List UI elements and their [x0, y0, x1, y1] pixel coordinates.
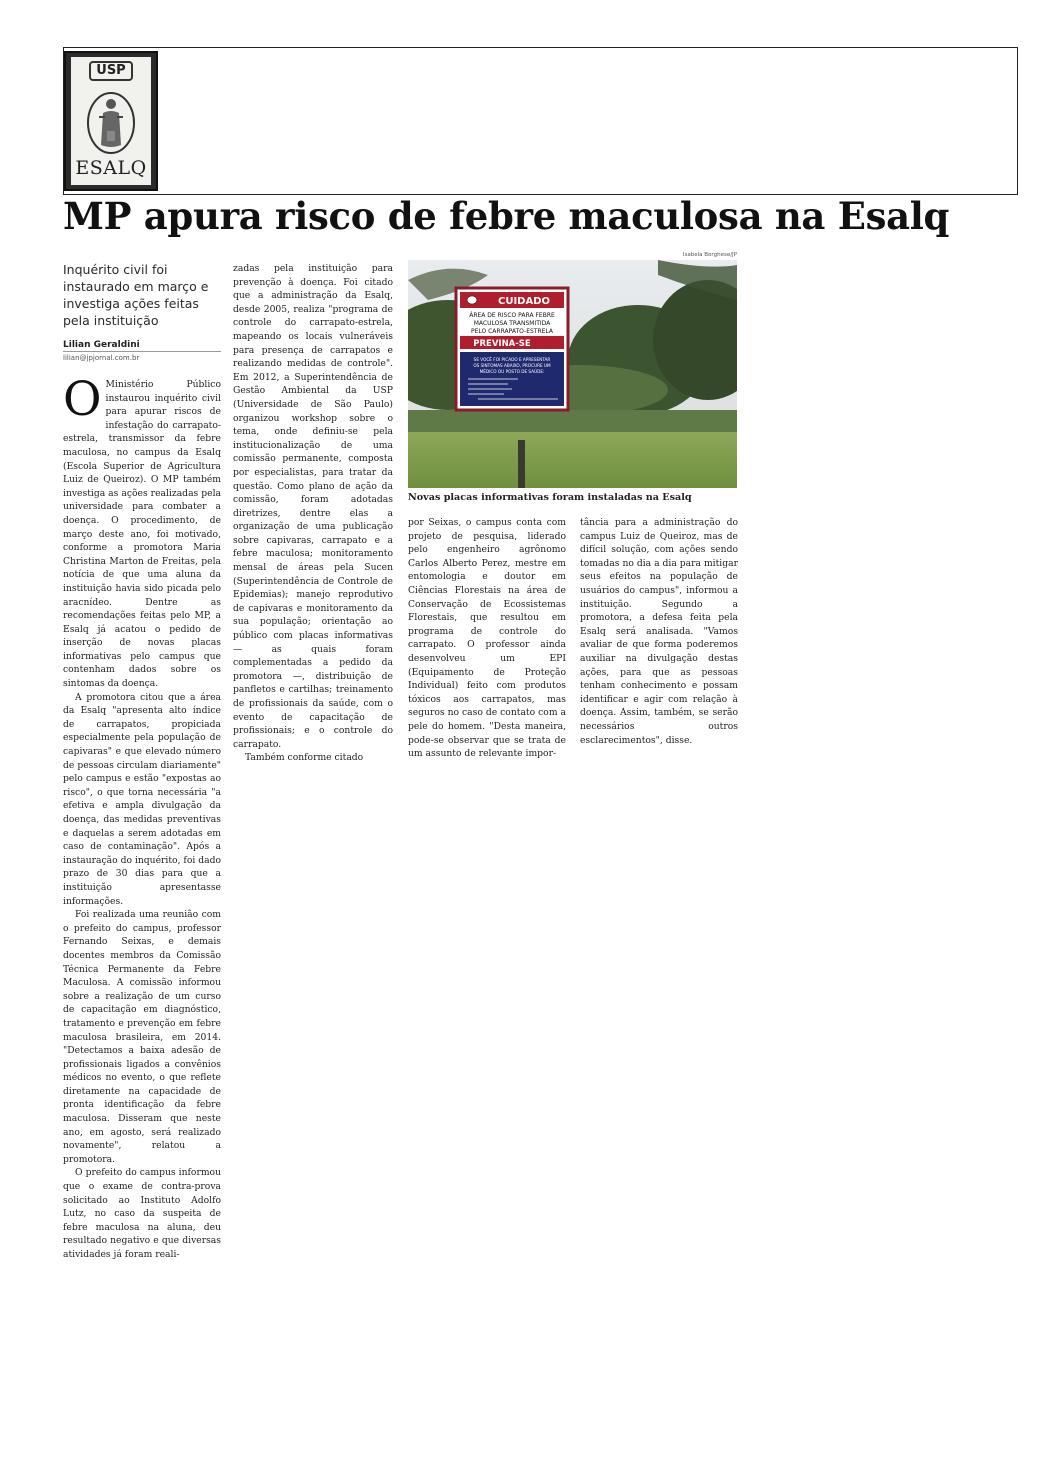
sign-line: ÁREA DE RISCO PARA FEBRE [469, 312, 555, 319]
esalq-logo [64, 51, 158, 191]
header-box [63, 47, 1018, 195]
paragraph: O Ministério Público instaurou inquérito civil para apurar riscos de infestação do carrapato-estrela, transmissor da febre maculosa, no campus da Esalq (Escola Superior de Agricultura Luiz de Queiroz). O MP também investiga as ações realizadas pela universidade para combater a doença. O procedimento, de março deste ano, foi motivado, conforme a promotora Maria Christina Marton de Freitas, pela notícia de que uma aluna da instituição havia sido picada pelo aracnídeo. Dentre as recomendações feitas pelo MP, a Esalq já acatou o pedido de inserção de novas placas informativas pelo campus que contenham dados sobre os sintomas da doença. [63, 372, 221, 690]
paragraph: A promotora citou que a área da Esalq "apresenta alto índice de carrapatos, propiciada especialmente pela população de capivaras" e que elevado número de pessoas circulam diariamente" pelo campus e estão "expostas ao risco", o que torna necessária "a efetiva e ampla divulgação da doença, das medidas preventivas e daquelas a serem adotadas em caso de contaminação". Após a instauração do inquérito, foi dado prazo de 30 dias para que a instituição apresentasse informações. [63, 691, 221, 907]
deck-subtitle: Inquérito civil foi instaurado em março e investiga ações feitas pela instituição [63, 262, 209, 328]
byline-email: lilian@jpjornal.com.br [63, 354, 140, 362]
article-column-4 [580, 516, 738, 747]
sign-subtext: OS SINTOMAS ABAIXO, PROCURE UM [473, 363, 551, 368]
photo-scene [408, 260, 737, 488]
article-column-2 [233, 262, 393, 765]
paragraph: Também conforme citado [245, 752, 364, 764]
dropcap: O [63, 372, 102, 427]
byline-author: Lilian Geraldini [63, 340, 140, 350]
logo-usp-text: USP [89, 61, 133, 81]
headline: MP apura risco de febre maculosa na Esalq [63, 194, 950, 238]
photo-credit: Isabela Borghese/JP [682, 252, 737, 258]
paragraph: Foi realizada uma reunião com o prefeito do campus, professor Fernando Seixas, e demais docentes membros da Comissão Técnica Permanente da Febre Maculosa. A comissão informou sobre a realização de um curso de capacitação em diagnóstico, tratamento e prevenção em febre maculosa brasileira, em 2014. "Detectamos a baixa adesão de profissionais ligados a convênios médicos no evento, o que reflete diretamente na capacidade de pronta identificação da febre maculosa. Disseram que neste ano, em agosto, será realizado novamente", relatou a promotora. [63, 909, 221, 1165]
paragraph: tância para a administração do campus Luiz de Queiroz, mas de difícil solução, com ações sendo tomadas no dia a dia para mitigar seus efeitos na população de usuários do campus", informou a instituição. Segundo a promotora, a defesa feita pela Esalq será analisada. "Vamos avaliar de que forma poderemos auxiliar na divulgação destas ações, para que as pessoas tenham conhecimento e possam identificar e agir com relação à doença. Assim, também, se serão necessários outros esclarecimentos", disse. [580, 517, 738, 746]
sign-subtext: MÉDICO OU POSTO DE SAÚDE: [479, 369, 545, 374]
article-column-3 [408, 516, 566, 761]
sign-warning: PREVINA-SE [473, 339, 531, 349]
photo-caption: Novas placas informativas foram instaladas na Esalq [408, 492, 692, 503]
sign-line: MACULOSA TRANSMITIDA [473, 320, 551, 327]
sign-line: PELO CARRAPATO-ESTRELA [470, 328, 554, 335]
seal-figure-icon [85, 87, 137, 155]
article-column-1 [63, 372, 221, 1262]
logo-esalq-text: ESALQ [75, 157, 147, 179]
paragraph: por Seixas, o campus conta com projeto de pesquisa, liderado pelo engenheiro agrônomo Carlos Alberto Perez, mestre em entomologia e doutor em Ciências Florestais na área de Conservação de Ecossistemas Florestais, que resultou em programa de controle do carrapato. O professor ainda desenvolveu um EPI (Equipamento de Proteção Individual) feito com produtos tóxicos aos carrapatos, mas seguros no caso de contato com a pele do homem. "Desta maneira, pode-se observar que se trata de um assunto de relevante impor- [408, 517, 566, 760]
article-photo [408, 260, 737, 488]
paragraph: zadas pela instituição para prevenção à doença. Foi citado que a administração da Esalq, desde 2005, realiza "programa de controle do carrapato-estrela, mapeando os locais vulneráveis para presença de carrapatos e realizando medidas de controle". Em 2012, a Superintendência de Gestão Ambiental da USP (Universidade de São Paulo) organizou workshop sobre o tema, onde definiu-se pela institucionalização de uma comissão permanente, composta por especialistas, para tratar da questão. Como plano de ação da comissão, foram adotadas diretrizes, dentre elas a organização de uma publicação sobre capivaras, carrapato e a febre maculosa; monitoramento mensal de áreas pela Sucen (Superintendência de Controle de Epidemias); manejo reprodutivo de capivaras e monitoramento da sua população; orientação ao público com placas informativas — as quais foram complementadas a pedido da promotora —, distribuição de panfletos e cartilhas; treinamento de profissionais da saúde, com o evento de capacitação de profissionais; e o controle do carrapato. [233, 263, 393, 750]
sign-subtext: SE VOCÊ FOI PICADO E APRESENTAR [473, 357, 551, 362]
paragraph: O prefeito do campus informou que o exame de contra-prova solicitado ao Instituto Adolfo Lutz, no caso da suspeita de febre maculosa na aluna, deu resultado negativo e que diversas atividades já foram reali- [63, 1167, 221, 1260]
byline-divider [63, 351, 221, 352]
sign-title: CUIDADO [497, 296, 551, 307]
logo-panel [71, 57, 151, 185]
